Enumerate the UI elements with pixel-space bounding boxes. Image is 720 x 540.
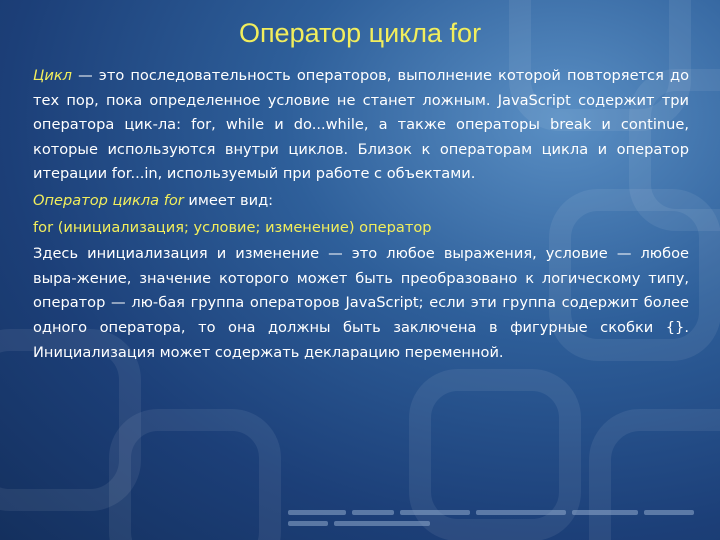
paragraph-for-form [33, 189, 689, 214]
paragraph-explanation: Здесь инициализация и изменение — это любое выражения, условие — любое выра-жение, значение которого может быть преобразовано к логическому типу, оператор — лю-бая группа операторов JavaScript; если эти группа содержит более одного оператора, то она должны быть заключена в фигурные скобки {}. Инициализация может содержать декларацию переменной. [33, 245, 689, 361]
slide-title: Оператор цикла for [238, 18, 482, 48]
footer-blurred-text [288, 508, 698, 534]
paragraph-text: имеет вид: [183, 191, 274, 209]
term-loop: Цикл [33, 67, 72, 84]
paragraph-text: — это последовательность операторов, выполнение которой повторяется до тех пор, пока определенное условие не станет ложным. JavaScript содержит три оператора цик-ла: for, while и do...while, а также операторы break и continue, которые используются внутри циклов. Близок к операторам цикла и оператор итерации for...in, используемый при работе с объектами. [33, 67, 689, 183]
term-for-operator: Оператор цикла for [33, 191, 184, 209]
for-syntax: for (инициализация; условие; изменение) оператор [33, 218, 432, 236]
footer-credits [288, 508, 698, 537]
slide-content [33, 64, 689, 365]
paragraph-loop-definition [33, 64, 689, 187]
